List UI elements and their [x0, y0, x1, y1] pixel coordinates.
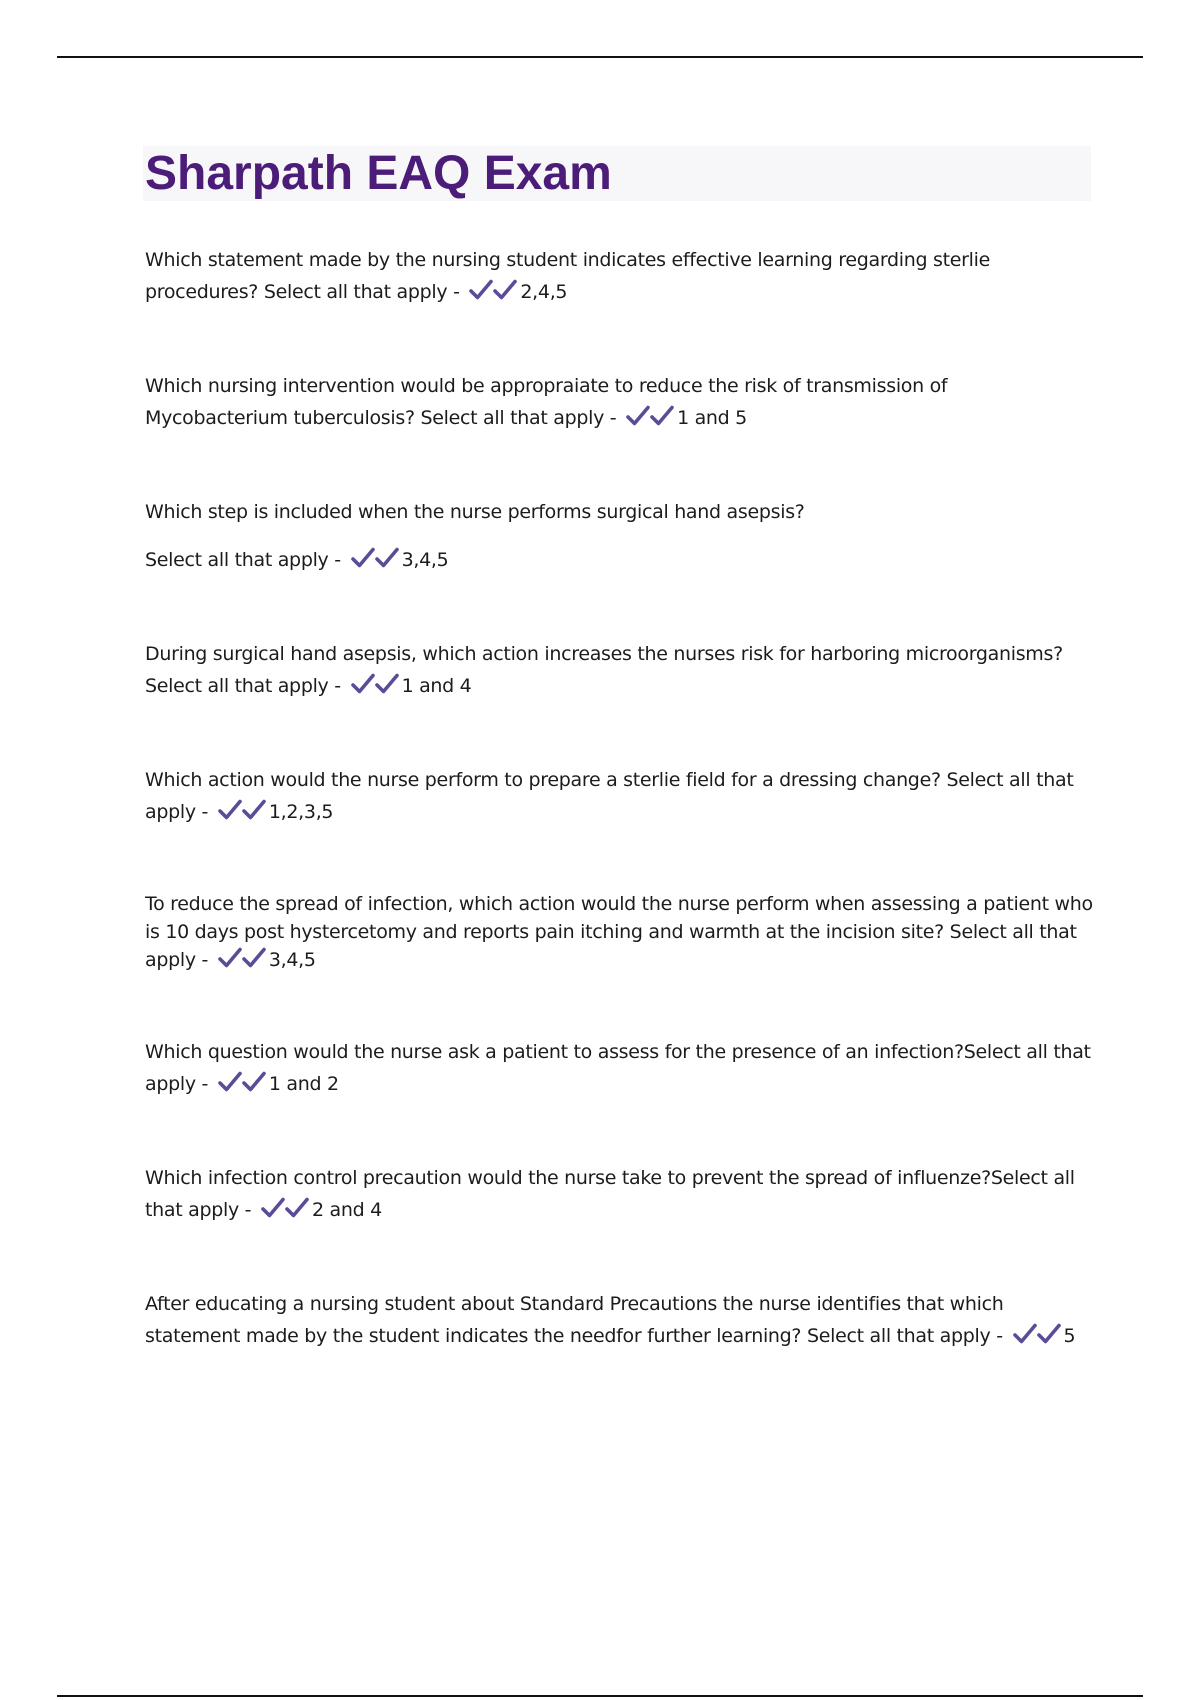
answer-checkmarks [351, 547, 399, 579]
answer-text: 3,4,5 [268, 949, 316, 971]
check-icon [218, 947, 242, 969]
question-item [145, 1036, 1095, 1103]
check-icon [351, 547, 375, 569]
question-list [145, 244, 1095, 1355]
answer-checkmarks [469, 279, 517, 311]
answer-text: 1,2,3,5 [268, 801, 334, 823]
check-icon [285, 1197, 309, 1219]
check-icon [242, 1071, 266, 1093]
answer-text: 1 and 5 [677, 407, 747, 429]
question-item [145, 1162, 1095, 1229]
header-rule [57, 56, 1143, 58]
answer-checkmarks [218, 1071, 266, 1103]
question-item [145, 638, 1095, 705]
question-text: Which infection control precaution would the nurse take to prevent the spread of influenze?Select all that apply - [145, 1167, 1075, 1221]
check-icon [242, 947, 266, 969]
question-text: Which action would the nurse perform to prepare a sterlie field for a dressing change? Select all that apply - [145, 769, 1074, 823]
answer-text: 1 and 4 [401, 675, 472, 697]
question-text: Select all that apply - [145, 549, 341, 571]
question-text: Which question would the nurse ask a patient to assess for the presence of an infection?Select all that apply - [145, 1041, 1091, 1095]
answer-text: 2,4,5 [520, 281, 568, 303]
check-icon [375, 673, 399, 695]
question-item [145, 496, 1095, 579]
question-item [145, 1288, 1095, 1355]
answer-checkmarks [218, 947, 266, 977]
check-icon [218, 799, 242, 821]
answer-text: 1 and 2 [268, 1073, 339, 1095]
check-icon [626, 405, 650, 427]
check-icon [351, 673, 375, 695]
check-icon [242, 799, 266, 821]
question-text: Which step is included when the nurse performs surgical hand asepsis? [145, 501, 805, 523]
answer-checkmarks [351, 673, 399, 705]
question-item [145, 370, 1095, 437]
check-icon [493, 279, 517, 301]
check-icon [469, 279, 493, 301]
answer-text: 2 and 4 [311, 1199, 382, 1221]
question-text: To reduce the spread of infection, which action would the nurse perform when assessing a patient who is 10 days post hystercetomy and reports pain itching and warmth at the incision site? Select all that apply - [145, 893, 1093, 971]
question-text: During surgical hand asepsis, which action increases the nurses risk for harboring microorganisms? Select all that apply - [145, 643, 1063, 697]
document-title: Sharpath EAQ Exam [145, 147, 612, 200]
question-item [145, 764, 1095, 831]
question-text: Which nursing intervention would be appropraiate to reduce the risk of transmission of Mycobacterium tuberculosis? Select all that apply - [145, 375, 948, 429]
answer-text: 5 [1063, 1325, 1076, 1347]
check-icon [375, 547, 399, 569]
check-icon [1013, 1323, 1037, 1345]
answer-checkmarks [218, 799, 266, 831]
check-icon [1037, 1323, 1061, 1345]
question-text: After educating a nursing student about Standard Precautions the nurse identifies that which statement made by the student indicates the needfor further learning? Select all that apply - [145, 1293, 1004, 1347]
answer-checkmarks [626, 405, 674, 437]
question-text: Which statement made by the nursing student indicates effective learning regarding sterlie procedures? Select all that apply - [145, 249, 991, 303]
question-item [145, 244, 1095, 311]
answer-checkmarks [1013, 1323, 1061, 1355]
footer-rule [57, 1695, 1143, 1697]
check-icon [261, 1197, 285, 1219]
answer-text: 3,4,5 [401, 549, 449, 571]
answer-checkmarks [261, 1197, 309, 1229]
check-icon [218, 1071, 242, 1093]
check-icon [650, 405, 674, 427]
question-item [145, 890, 1095, 977]
